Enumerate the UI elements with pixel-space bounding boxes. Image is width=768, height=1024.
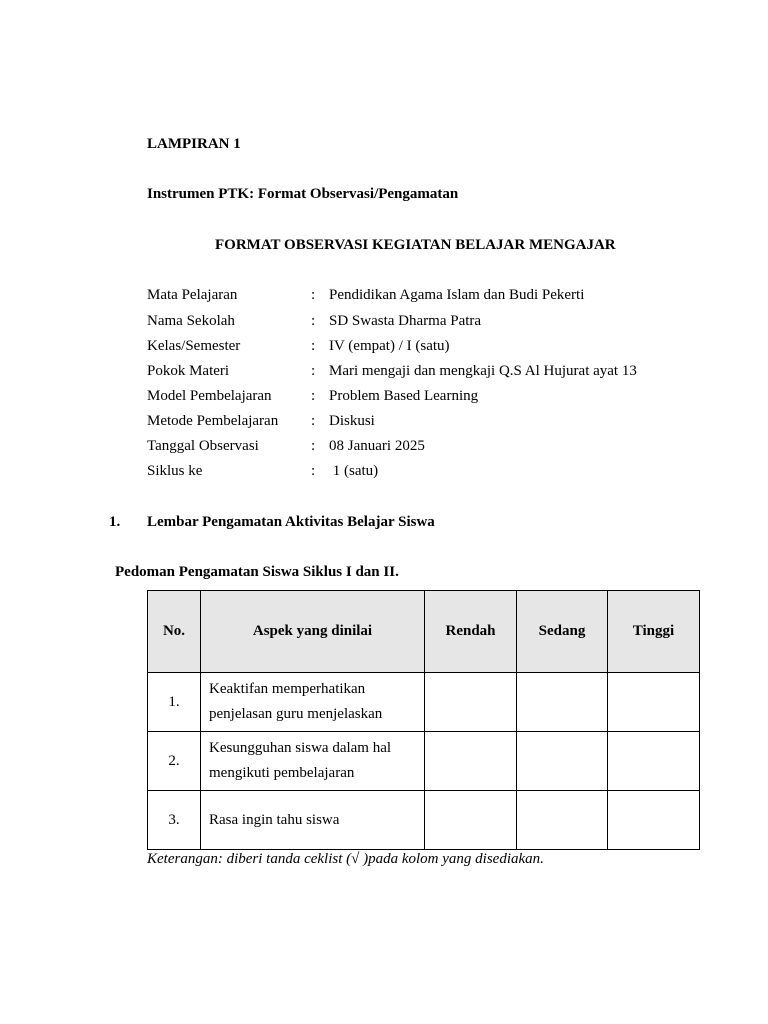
- table-row: [148, 732, 700, 791]
- header-aspect: Aspek yang dinilai: [201, 591, 425, 673]
- info-colon: :: [311, 438, 316, 454]
- observation-table: [147, 590, 700, 850]
- header-no: No.: [148, 591, 201, 673]
- info-colon: :: [311, 287, 316, 303]
- info-colon: :: [311, 388, 316, 404]
- info-label-date: Tanggal Observasi: [147, 438, 259, 454]
- cell-high[interactable]: [608, 732, 700, 791]
- info-colon: :: [311, 463, 316, 479]
- form-title: FORMAT OBSERVASI KEGIATAN BELAJAR MENGAJAR: [215, 237, 616, 253]
- cell-low[interactable]: [425, 791, 517, 850]
- info-value-school: SD Swasta Dharma Patra: [329, 313, 482, 329]
- info-value-model: Problem Based Learning: [329, 388, 479, 404]
- cell-high[interactable]: [608, 791, 700, 850]
- row-aspect-line: Kesungguhan siswa dalam hal: [209, 740, 392, 756]
- info-colon: :: [311, 313, 316, 329]
- info-value-cycle: 1 (satu): [329, 463, 379, 479]
- table-row: [148, 673, 700, 732]
- row-aspect: [201, 732, 425, 791]
- info-label-class: Kelas/Semester: [147, 338, 241, 354]
- row-aspect-line: Keaktifan memperhatikan: [209, 681, 366, 697]
- info-label-school: Nama Sekolah: [147, 313, 235, 329]
- table-header-row: [148, 591, 700, 673]
- row-number: 3.: [148, 791, 201, 850]
- info-colon: :: [311, 363, 316, 379]
- info-colon: :: [311, 338, 316, 354]
- info-value-topic: Mari mengaji dan mengkaji Q.S Al Hujurat ayat 13: [329, 363, 637, 379]
- info-value-method: Diskusi: [329, 413, 375, 429]
- info-label-method: Metode Pembelajaran: [147, 413, 279, 429]
- cell-low[interactable]: [425, 673, 517, 732]
- info-value-date: 08 Januari 2025: [329, 438, 425, 454]
- info-label-cycle: Siklus ke: [147, 463, 203, 479]
- info-label-topic: Pokok Materi: [147, 363, 230, 379]
- info-value-subject: Pendidikan Agama Islam dan Budi Pekerti: [329, 287, 585, 303]
- cell-medium[interactable]: [517, 732, 608, 791]
- header-low: Rendah: [425, 591, 517, 673]
- appendix-heading: LAMPIRAN 1: [147, 136, 241, 152]
- info-value-class: IV (empat) / I (satu): [329, 338, 450, 354]
- row-aspect-line: Rasa ingin tahu siswa: [209, 811, 340, 828]
- section-title: Lembar Pengamatan Aktivitas Belajar Siswa: [147, 514, 435, 530]
- cell-low[interactable]: [425, 732, 517, 791]
- section-number: 1.: [109, 514, 121, 530]
- info-label-subject: Mata Pelajaran: [147, 287, 238, 303]
- table-row: [148, 791, 700, 850]
- row-aspect-line: penjelasan guru menjelaskan: [209, 706, 383, 722]
- instrument-title: Instrumen PTK: Format Observasi/Pengamatan: [147, 186, 459, 202]
- table-note: Keterangan: diberi tanda ceklist (√ )pada kolom yang disediakan.: [147, 851, 544, 867]
- row-aspect: [201, 673, 425, 732]
- info-colon: :: [311, 413, 316, 429]
- cell-medium[interactable]: [517, 673, 608, 732]
- row-number: 2.: [148, 732, 201, 791]
- row-aspect: [201, 791, 425, 850]
- header-medium: Sedang: [517, 591, 608, 673]
- cell-medium[interactable]: [517, 791, 608, 850]
- row-aspect-line: mengikuti pembelajaran: [209, 765, 355, 781]
- header-high: Tinggi: [608, 591, 700, 673]
- guide-title: Pedoman Pengamatan Siswa Siklus I dan II.: [115, 564, 399, 580]
- row-number: 1.: [148, 673, 201, 732]
- cell-high[interactable]: [608, 673, 700, 732]
- info-label-model: Model Pembelajaran: [147, 388, 272, 404]
